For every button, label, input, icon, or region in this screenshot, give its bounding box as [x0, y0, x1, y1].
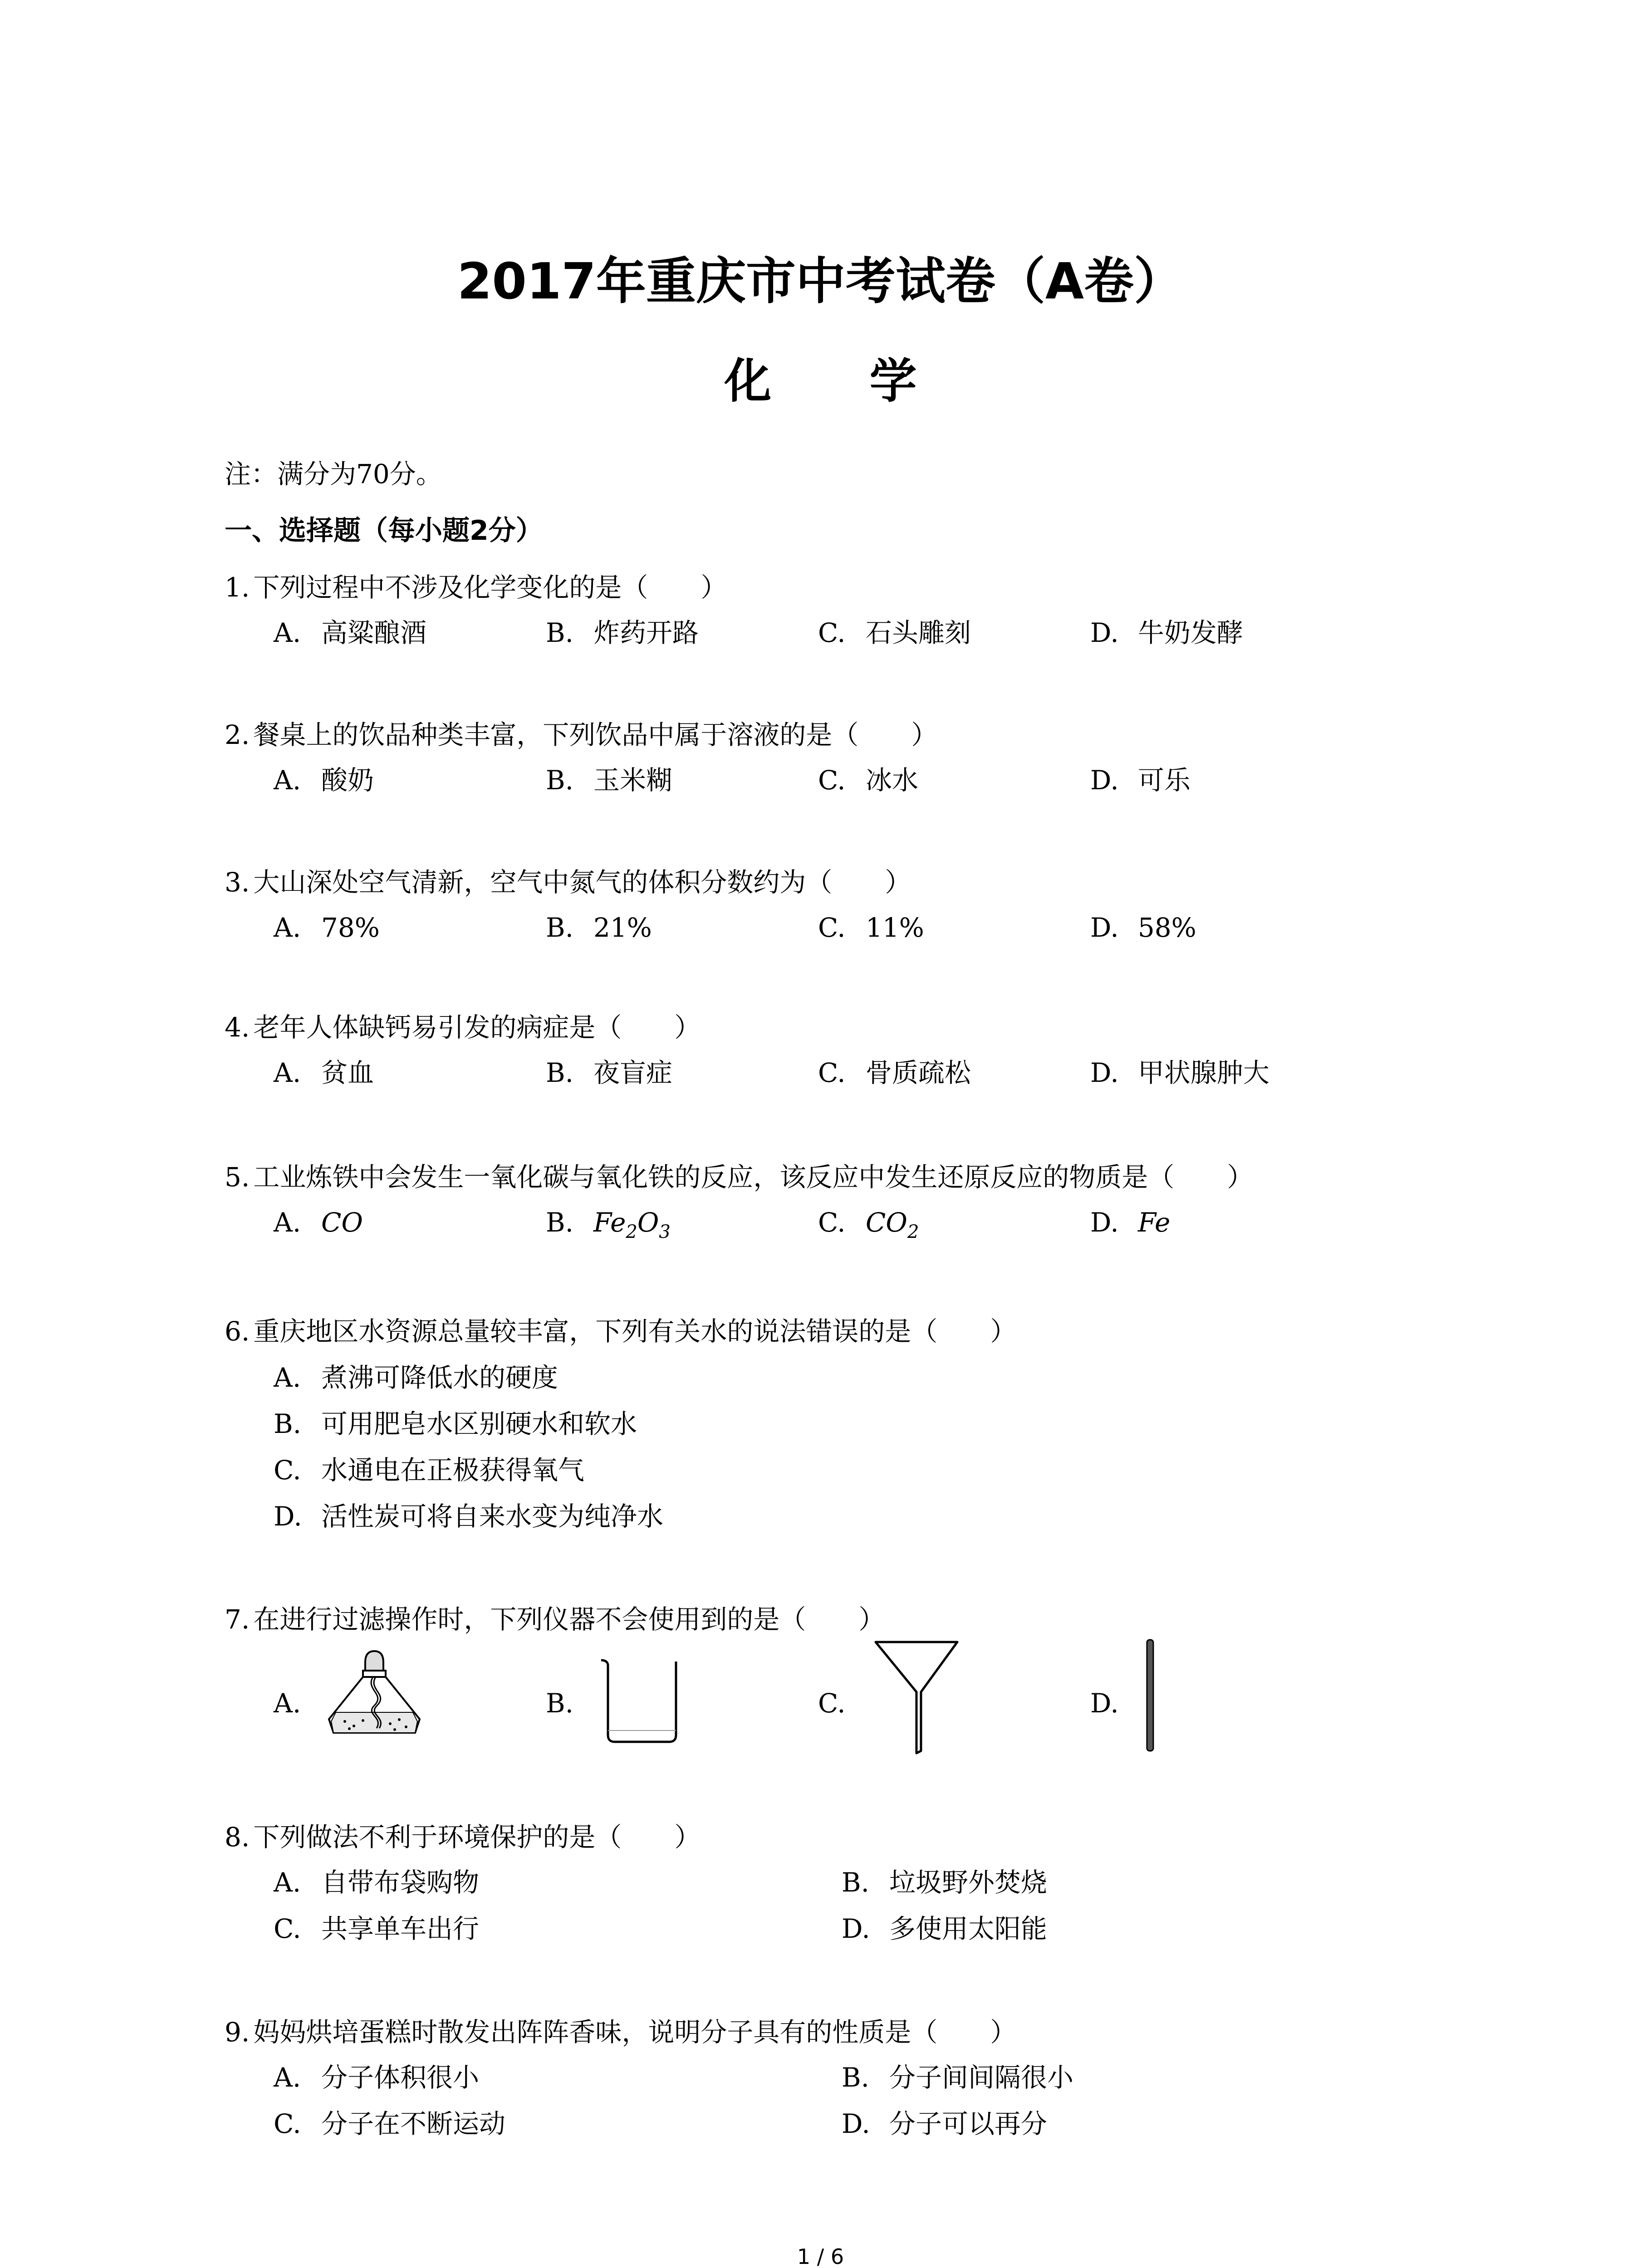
question-text: 下列过程中不涉及化学变化的是（ ） [253, 572, 727, 603]
question-text: 在进行过滤操作时，下列仪器不会使用到的是（ ） [253, 1604, 885, 1635]
question-number: 8. [225, 1822, 250, 1853]
options-row [225, 753, 1586, 798]
question-text: 老年人体缺钙易引发的病症是（ ） [253, 1012, 701, 1043]
option-a: A. CO [274, 1207, 363, 1238]
option-d: D. 分子可以再分 [842, 2108, 1048, 2139]
question-number: 3. [225, 867, 250, 898]
formula-fe2o3: $Fe_2O_3$ [593, 1207, 671, 1242]
option-d: D. 多使用太阳能 [842, 1913, 1048, 1944]
subject-title: 化 学 [724, 353, 958, 409]
option-a: A. 高粱酿酒 [274, 617, 427, 648]
option-d: D. 活性炭可将自来水变为纯净水 [274, 1501, 664, 1532]
options-column [225, 1359, 1586, 1535]
option-c: C. 冰水 [818, 765, 919, 796]
formula-co: CO [321, 1207, 363, 1238]
question-9 [225, 2014, 1586, 2146]
option-c: C. 分子在不断运动 [274, 2108, 506, 2139]
question-text: 工业炼铁中会发生一氧化碳与氧化铁的反应，该反应中发生还原反应的物质是（ ） [253, 1162, 1254, 1193]
question-number: 2. [225, 719, 250, 750]
funnel-icon [871, 1637, 962, 1755]
section-heading: 一、选择题（每小题2分） [225, 515, 543, 547]
option-b: B. 夜盲症 [546, 1057, 673, 1088]
question-text: 大山深处空气清新，空气中氮气的体积分数约为（ ） [253, 867, 911, 898]
image-options-row [225, 1637, 1586, 1755]
option-a: A. 分子体积很小 [274, 2062, 480, 2093]
option-d: D. 可乐 [1090, 765, 1191, 796]
formula-fe: Fe [1138, 1207, 1171, 1238]
question-number: 6. [225, 1316, 250, 1347]
option-b: B. $Fe_2O_3$ [546, 1207, 671, 1242]
formula-co2: $CO_2$ [866, 1207, 919, 1242]
option-c: C. 骨质疏松 [818, 1057, 971, 1088]
option-c: C. $CO_2$ [818, 1207, 919, 1242]
option-a: A. 煮沸可降低水的硬度 [274, 1362, 558, 1393]
score-note: 注：满分为70分。 [225, 459, 442, 489]
option-c: C. 石头雕刻 [818, 617, 971, 648]
question-5 [225, 1159, 1586, 1241]
question-7 [225, 1601, 1586, 1755]
question-stem [225, 1819, 1586, 1855]
option-d: D. 甲状腺肿大 [1090, 1057, 1270, 1088]
option-d: D. [1090, 1688, 1119, 1719]
option-a: A. 自带布袋购物 [274, 1867, 480, 1898]
question-number: 4. [225, 1012, 250, 1043]
question-stem [225, 1159, 1586, 1195]
question-8 [225, 1819, 1586, 1950]
question-stem [225, 2014, 1586, 2050]
beaker-icon [594, 1653, 685, 1744]
option-b: B. 可用肥皂水区别硬水和软水 [274, 1408, 637, 1439]
options-row [225, 900, 1586, 946]
option-c: C. 11% [818, 912, 924, 943]
option-b: B. 玉米糊 [546, 765, 673, 796]
option-b: B. 21% [546, 912, 652, 943]
question-number: 5. [225, 1162, 250, 1193]
option-a: A. 酸奶 [274, 765, 374, 796]
question-stem [225, 1009, 1586, 1046]
question-6 [225, 1313, 1586, 1535]
question-text: 下列做法不利于环境保护的是（ ） [253, 1822, 701, 1853]
glass-rod-icon [1143, 1637, 1157, 1755]
question-number: 1. [225, 572, 250, 603]
page-indicator: 1 / 6 [797, 2244, 844, 2268]
question-number: 9. [225, 2017, 250, 2048]
option-c: C. [818, 1688, 846, 1719]
option-b: B. [546, 1688, 574, 1719]
question-text: 妈妈烘培蛋糕时散发出阵阵香味，说明分子具有的性质是（ ） [253, 2017, 1017, 2048]
options-row [225, 606, 1586, 651]
question-text: 重庆地区水资源总量较丰富，下列有关水的说法错误的是（ ） [253, 1316, 1017, 1347]
option-b: B. 炸药开路 [546, 617, 699, 648]
options-grid [225, 2050, 1586, 2146]
option-a: A. 78% [274, 912, 380, 943]
question-2 [225, 717, 1586, 798]
question-4 [225, 1009, 1586, 1091]
question-stem [225, 864, 1586, 900]
question-stem [225, 569, 1586, 606]
options-row [225, 1046, 1586, 1091]
options-row [225, 1195, 1586, 1241]
option-a: A. [274, 1688, 301, 1719]
option-c: C. 共享单车出行 [274, 1913, 480, 1944]
question-stem [225, 1601, 1586, 1637]
question-number: 7. [225, 1604, 250, 1635]
option-b: B. 垃圾野外焚烧 [842, 1867, 1048, 1898]
option-d: D. 牛奶发酵 [1090, 617, 1244, 648]
option-d: D. Fe [1090, 1207, 1171, 1238]
alcohol-lamp-icon [322, 1640, 426, 1744]
question-stem [225, 1313, 1586, 1349]
option-b: B. 分子间间隔很小 [842, 2062, 1074, 2093]
exam-title: 2017年重庆市中考试卷（A卷） [457, 252, 1184, 310]
option-d: D. 58% [1090, 912, 1196, 943]
question-3 [225, 864, 1586, 946]
option-c: C. 水通电在正极获得氧气 [274, 1455, 585, 1486]
option-a: A. 贫血 [274, 1057, 374, 1088]
question-1 [225, 569, 1586, 651]
options-grid [225, 1855, 1586, 1950]
question-stem [225, 717, 1586, 753]
question-text: 餐桌上的饮品种类丰富，下列饮品中属于溶液的是（ ） [253, 719, 938, 750]
